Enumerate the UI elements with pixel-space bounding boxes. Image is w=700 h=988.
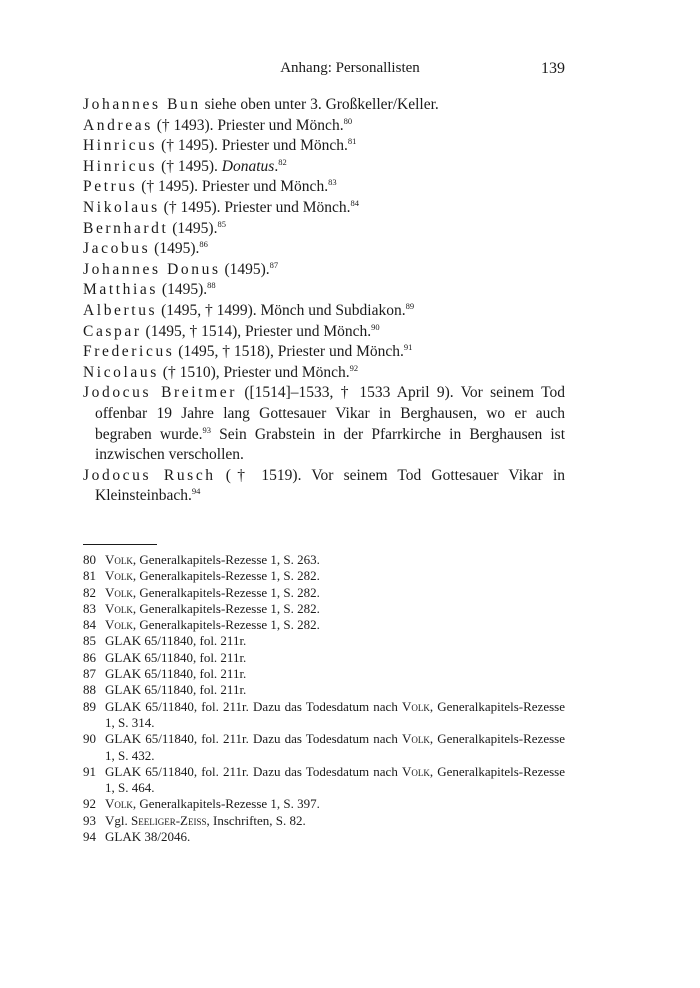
entry-name: Johannes Donus: [83, 260, 221, 278]
footnote-text: , Generalkapitels-Rezesse 1, S. 397.: [132, 796, 320, 812]
footnote: [83, 633, 565, 649]
footnote-author: Seeliger-Zeiss: [131, 812, 207, 828]
footnote-marker: 90: [371, 321, 380, 332]
entry-name: Hinricus: [83, 157, 158, 175]
entry-text: († 1519). Vor seinem Tod Gottesauer Vikar in Kleinsteinbach.: [95, 466, 566, 505]
list-entry: [83, 466, 565, 507]
entry-name: Johannes Bun: [83, 96, 201, 113]
entry-text: († 1495).: [157, 157, 222, 175]
footnote-marker: 94: [191, 486, 201, 497]
footnote-marker: 91: [403, 342, 413, 353]
entry-name: Fredericus: [83, 343, 175, 361]
footnote-number: 94: [83, 829, 96, 845]
footnote-marker: 93: [202, 424, 212, 435]
entry-name: Caspar: [83, 322, 142, 340]
entry-name: Jodocus Rusch: [83, 466, 216, 484]
footnote: [83, 666, 565, 682]
list-entry: [83, 383, 565, 465]
entry-text: († 1495). Priester und Mönch.: [137, 178, 329, 196]
footnote-author: Volk: [401, 731, 430, 747]
footnote-text: , Generalkapitels-Rezesse 1, S. 282.: [132, 568, 320, 584]
entry-text: siehe oben unter 3. Großkeller/Keller.: [200, 96, 439, 113]
footnote-marker: 89: [405, 300, 415, 311]
entry-name: Bernhardt: [83, 219, 169, 237]
footnote: [83, 650, 565, 666]
entry-after: Sein Grabstein in der Pfarrkirche in Berghausen ist inzwischen verschollen.: [95, 425, 566, 464]
footnote-text: , Inschriften, S. 82.: [206, 812, 306, 828]
footnote-text: GLAK 65/11840, fol. 211r. Dazu das Todesdatum nach: [105, 763, 402, 779]
entry-text: (1495).: [220, 260, 270, 278]
entry-after: .: [274, 157, 279, 175]
list-entry: [83, 342, 565, 363]
running-head-title: Anhang: Personallisten: [280, 60, 420, 76]
list-entry: [83, 219, 565, 240]
list-entry: [83, 239, 565, 260]
footnote-text: , Generalkapitels-Rezesse 1, S. 282.: [132, 600, 320, 616]
list-entry: [83, 198, 565, 219]
footnote-marker: 83: [328, 177, 337, 188]
footnote-text: Vgl.: [105, 812, 131, 828]
list-entry: [83, 260, 565, 281]
footnote-text: , Generalkapitels-Rezesse 1, S. 282.: [132, 617, 320, 633]
footnote-author: Volk: [401, 763, 430, 779]
list-entry: [83, 136, 565, 157]
footnote-number: 91: [83, 763, 96, 779]
footnote-marker: 81: [347, 136, 357, 147]
entry-name: Andreas: [83, 116, 153, 134]
footnote-author: Volk: [401, 698, 430, 714]
footnote-marker: 80: [343, 115, 353, 126]
entry-text: († 1495). Priester und Mönch.: [157, 137, 348, 155]
footnote-text: , Generalkapitels-Rezesse 1, S. 464.: [105, 763, 565, 796]
footnote-number: 87: [83, 666, 96, 682]
footnote-number: 84: [83, 617, 96, 633]
footnote-number: 92: [83, 796, 96, 812]
entry-text: (1495, † 1518), Priester und Mönch.: [174, 343, 404, 361]
footnote-author: Volk: [105, 552, 133, 567]
footnote-number: 82: [83, 584, 96, 600]
footnote: [83, 552, 565, 568]
footnote-author: Volk: [105, 617, 133, 633]
footnote-marker: 87: [269, 259, 279, 270]
footnote-text: GLAK 65/11840, fol. 211r.: [105, 666, 247, 682]
footnote-text: , Generalkapitels-Rezesse 1, S. 263.: [132, 552, 320, 567]
page-number: 139: [541, 60, 565, 77]
list-entry: [83, 157, 565, 178]
entry-name: Matthias: [83, 281, 159, 299]
footnote: [83, 813, 565, 829]
footnote-marker: 82: [278, 156, 287, 167]
entry-text: ([1514]–1533, † 1533 April 9). Vor seinem Tod offenbar 19 Jahre lang Gottesauer Vikar in Berghausen, wo er auch begraben wurde.: [95, 384, 565, 443]
footnote: [83, 731, 565, 764]
footnote-marker: 84: [350, 197, 359, 208]
footnote: [83, 829, 565, 845]
footnote-text: GLAK 65/11840, fol. 211r.: [105, 682, 247, 698]
footnote-number: 86: [83, 649, 96, 665]
footnote: [83, 699, 565, 732]
entry-text: (1495, † 1514), Priester und Mönch.: [141, 322, 372, 340]
footnote-number: 80: [83, 552, 96, 567]
footnote-text: , Generalkapitels-Rezesse 1, S. 314.: [105, 698, 565, 730]
footnote-author: Volk: [105, 584, 133, 600]
footnote-number: 83: [83, 600, 96, 616]
footnote-number: 81: [83, 568, 96, 584]
footnote-author: Volk: [105, 796, 133, 812]
footnote-text: GLAK 65/11840, fol. 211r. Dazu das Todesdatum nach: [105, 731, 402, 747]
footnote-marker: 88: [207, 280, 216, 291]
footnote-text: GLAK 65/11840, fol. 211r. Dazu das Todesdatum nach: [105, 698, 402, 714]
entry-text: (1495).: [158, 281, 208, 299]
footnote-marker: 92: [349, 362, 359, 373]
footnote-author: Volk: [105, 568, 133, 584]
entry-text: (1495).: [150, 240, 200, 258]
list-entry: [83, 280, 565, 301]
footnote: [83, 764, 565, 797]
list-entry: [83, 95, 565, 116]
footnote: [83, 796, 565, 812]
personnel-list: [83, 95, 565, 507]
footnote-marker: 86: [199, 239, 208, 250]
entry-italic: Donatus: [221, 157, 275, 175]
entry-text: († 1495). Priester und Mönch.: [159, 198, 351, 216]
footnote-number: 88: [83, 682, 96, 698]
entry-text: (1495, † 1499). Mönch und Subdiakon.: [157, 301, 406, 319]
footnote-marker: 85: [217, 218, 226, 229]
footnote-number: 89: [83, 698, 96, 714]
entry-name: Hinricus: [83, 137, 158, 155]
entry-name: Petrus: [83, 178, 138, 196]
entry-text: (1495).: [168, 219, 218, 237]
footnote-text: GLAK 65/11840, fol. 211r.: [105, 649, 247, 665]
entry-text: († 1510), Priester und Mönch.: [158, 363, 350, 381]
footnote: [83, 601, 565, 617]
list-entry: [83, 363, 565, 384]
footnote: [83, 585, 565, 601]
entry-name: Jodocus Breitmer: [83, 384, 237, 402]
footnote-rule: [83, 544, 157, 545]
footnote-number: 93: [83, 812, 96, 828]
footnotes: [83, 552, 565, 845]
entry-text: († 1493). Priester und Mönch.: [152, 116, 344, 134]
entry-name: Jacobus: [83, 240, 151, 258]
footnote-number: 85: [83, 633, 96, 649]
entry-name: Nicolaus: [83, 363, 159, 381]
footnote: [83, 568, 565, 584]
footnote: [83, 682, 565, 698]
footnote-author: Volk: [105, 600, 133, 616]
footnote-text: GLAK 38/2046.: [105, 829, 191, 845]
list-entry: [83, 116, 565, 137]
footnote-text: , Generalkapitels-Rezesse 1, S. 282.: [132, 584, 320, 600]
entry-name: Albertus: [83, 301, 158, 319]
list-entry: [83, 301, 565, 322]
list-entry: [83, 322, 565, 343]
footnote: [83, 617, 565, 633]
footnote-text: GLAK 65/11840, fol. 211r.: [105, 633, 247, 649]
list-entry: [83, 177, 565, 198]
footnote-number: 90: [83, 731, 96, 747]
entry-name: Nikolaus: [83, 198, 160, 216]
footnote-text: , Generalkapitels-Rezesse 1, S. 432.: [105, 731, 565, 763]
